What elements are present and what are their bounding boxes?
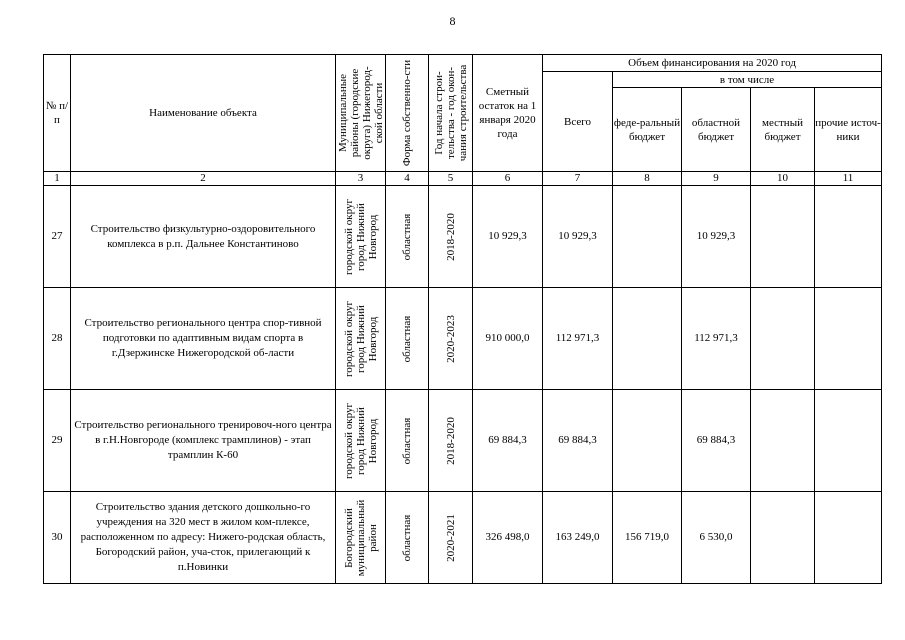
object-name: Строительство физкультурно-оздоровительного комплекса в р.п. Дальнее Константиново <box>71 186 336 288</box>
other-cell <box>815 186 882 288</box>
table-row <box>44 288 882 390</box>
ownership-text: областная <box>401 417 413 464</box>
years-text: 2020-2023 <box>444 314 457 363</box>
column-number: 3 <box>336 172 386 186</box>
column-number: 6 <box>473 172 543 186</box>
header-including-group: в том числе <box>613 72 882 88</box>
row-number: 29 <box>44 390 71 492</box>
years-text: 2018-2020 <box>444 212 457 261</box>
years-cell <box>429 288 473 390</box>
total-cell: 69 884,3 <box>543 390 613 492</box>
header-municipality <box>336 55 386 172</box>
column-number: 8 <box>613 172 682 186</box>
local-cell <box>751 390 815 492</box>
municipality-text: городской округ город Нижний Новгород <box>342 300 379 377</box>
column-number: 10 <box>751 172 815 186</box>
remaining-cell: 910 000,0 <box>473 288 543 390</box>
ownership-text: областная <box>401 514 413 561</box>
row-number: 27 <box>44 186 71 288</box>
other-cell <box>815 288 882 390</box>
regional-cell: 69 884,3 <box>682 390 751 492</box>
column-number: 11 <box>815 172 882 186</box>
local-cell <box>751 186 815 288</box>
page-number: 8 <box>449 14 456 28</box>
column-number: 1 <box>44 172 71 186</box>
header-local: местный бюджет <box>751 88 815 172</box>
table-row <box>44 390 882 492</box>
municipality-cell <box>336 186 386 288</box>
municipality-text: Богородский муниципальный район <box>342 499 379 576</box>
local-cell <box>751 288 815 390</box>
regional-cell: 112 971,3 <box>682 288 751 390</box>
table-row <box>44 492 882 584</box>
header-regional: областной бюджет <box>682 88 751 172</box>
header-object-name: Наименование объекта <box>71 55 336 172</box>
column-number: 5 <box>429 172 473 186</box>
federal-cell <box>613 390 682 492</box>
total-cell: 163 249,0 <box>543 492 613 584</box>
header-municipality-text: Муниципальные районы (городские округа) Нижегород-ской области <box>336 66 385 160</box>
remaining-cell: 10 929,3 <box>473 186 543 288</box>
ownership-cell <box>386 492 429 584</box>
local-cell <box>751 492 815 584</box>
other-cell <box>815 492 882 584</box>
federal-cell: 156 719,0 <box>613 492 682 584</box>
ownership-text: областная <box>401 213 413 260</box>
federal-cell <box>613 288 682 390</box>
total-cell: 112 971,3 <box>543 288 613 390</box>
column-number-row <box>44 172 882 186</box>
header-remaining: Сметный остаток на 1 января 2020 года <box>473 55 543 172</box>
ownership-text: областная <box>401 315 413 362</box>
remaining-cell: 69 884,3 <box>473 390 543 492</box>
regional-cell: 10 929,3 <box>682 186 751 288</box>
municipality-cell <box>336 492 386 584</box>
header-years <box>429 55 473 172</box>
remaining-cell: 326 498,0 <box>473 492 543 584</box>
municipality-cell <box>336 288 386 390</box>
ownership-cell <box>386 390 429 492</box>
years-cell <box>429 390 473 492</box>
header-ownership <box>386 55 429 172</box>
row-number: 28 <box>44 288 71 390</box>
column-number: 9 <box>682 172 751 186</box>
object-name: Строительство здания детского дошкольно-го учреждения на 320 мест в жилом ком-плексе, расположенном по адресу: Нижего-родская область, Богородский район, уча-сток, прилегающий к п.Новинки <box>71 492 336 584</box>
total-cell: 10 929,3 <box>543 186 613 288</box>
header-financing-group: Объем финансирования на 2020 год <box>543 55 882 72</box>
financing-table <box>43 54 882 584</box>
years-cell <box>429 186 473 288</box>
header-other: прочие источ-ники <box>815 88 882 172</box>
object-name: Строительство регионального тренировоч-ного центра в г.Н.Новгороде (комплекс трамплинов) - этап трамплин К-60 <box>71 390 336 492</box>
column-number: 2 <box>71 172 336 186</box>
years-text: 2020-2021 <box>444 513 457 562</box>
header-years-text: Год начала строи-тельства - год окон-чания строительства <box>432 64 469 162</box>
header-ownership-text: Форма собственно-сти <box>401 59 413 167</box>
header-total: Всего <box>543 72 613 172</box>
column-number: 4 <box>386 172 429 186</box>
municipality-text: городской округ город Нижний Новгород <box>342 402 379 479</box>
regional-cell: 6 530,0 <box>682 492 751 584</box>
column-number: 7 <box>543 172 613 186</box>
years-cell <box>429 492 473 584</box>
ownership-cell <box>386 186 429 288</box>
other-cell <box>815 390 882 492</box>
object-name: Строительство регионального центра спор-тивной подготовки по адаптивным видам спорта в г.Дзержинске Нижегородской об-ласти <box>71 288 336 390</box>
municipality-cell <box>336 390 386 492</box>
ownership-cell <box>386 288 429 390</box>
table-row <box>44 186 882 288</box>
row-number: 30 <box>44 492 71 584</box>
header-number: № п/п <box>44 55 71 172</box>
years-text: 2018-2020 <box>444 416 457 465</box>
header-federal: феде-ральный бюджет <box>613 88 682 172</box>
municipality-text: городской округ город Нижний Новгород <box>342 198 379 275</box>
federal-cell <box>613 186 682 288</box>
